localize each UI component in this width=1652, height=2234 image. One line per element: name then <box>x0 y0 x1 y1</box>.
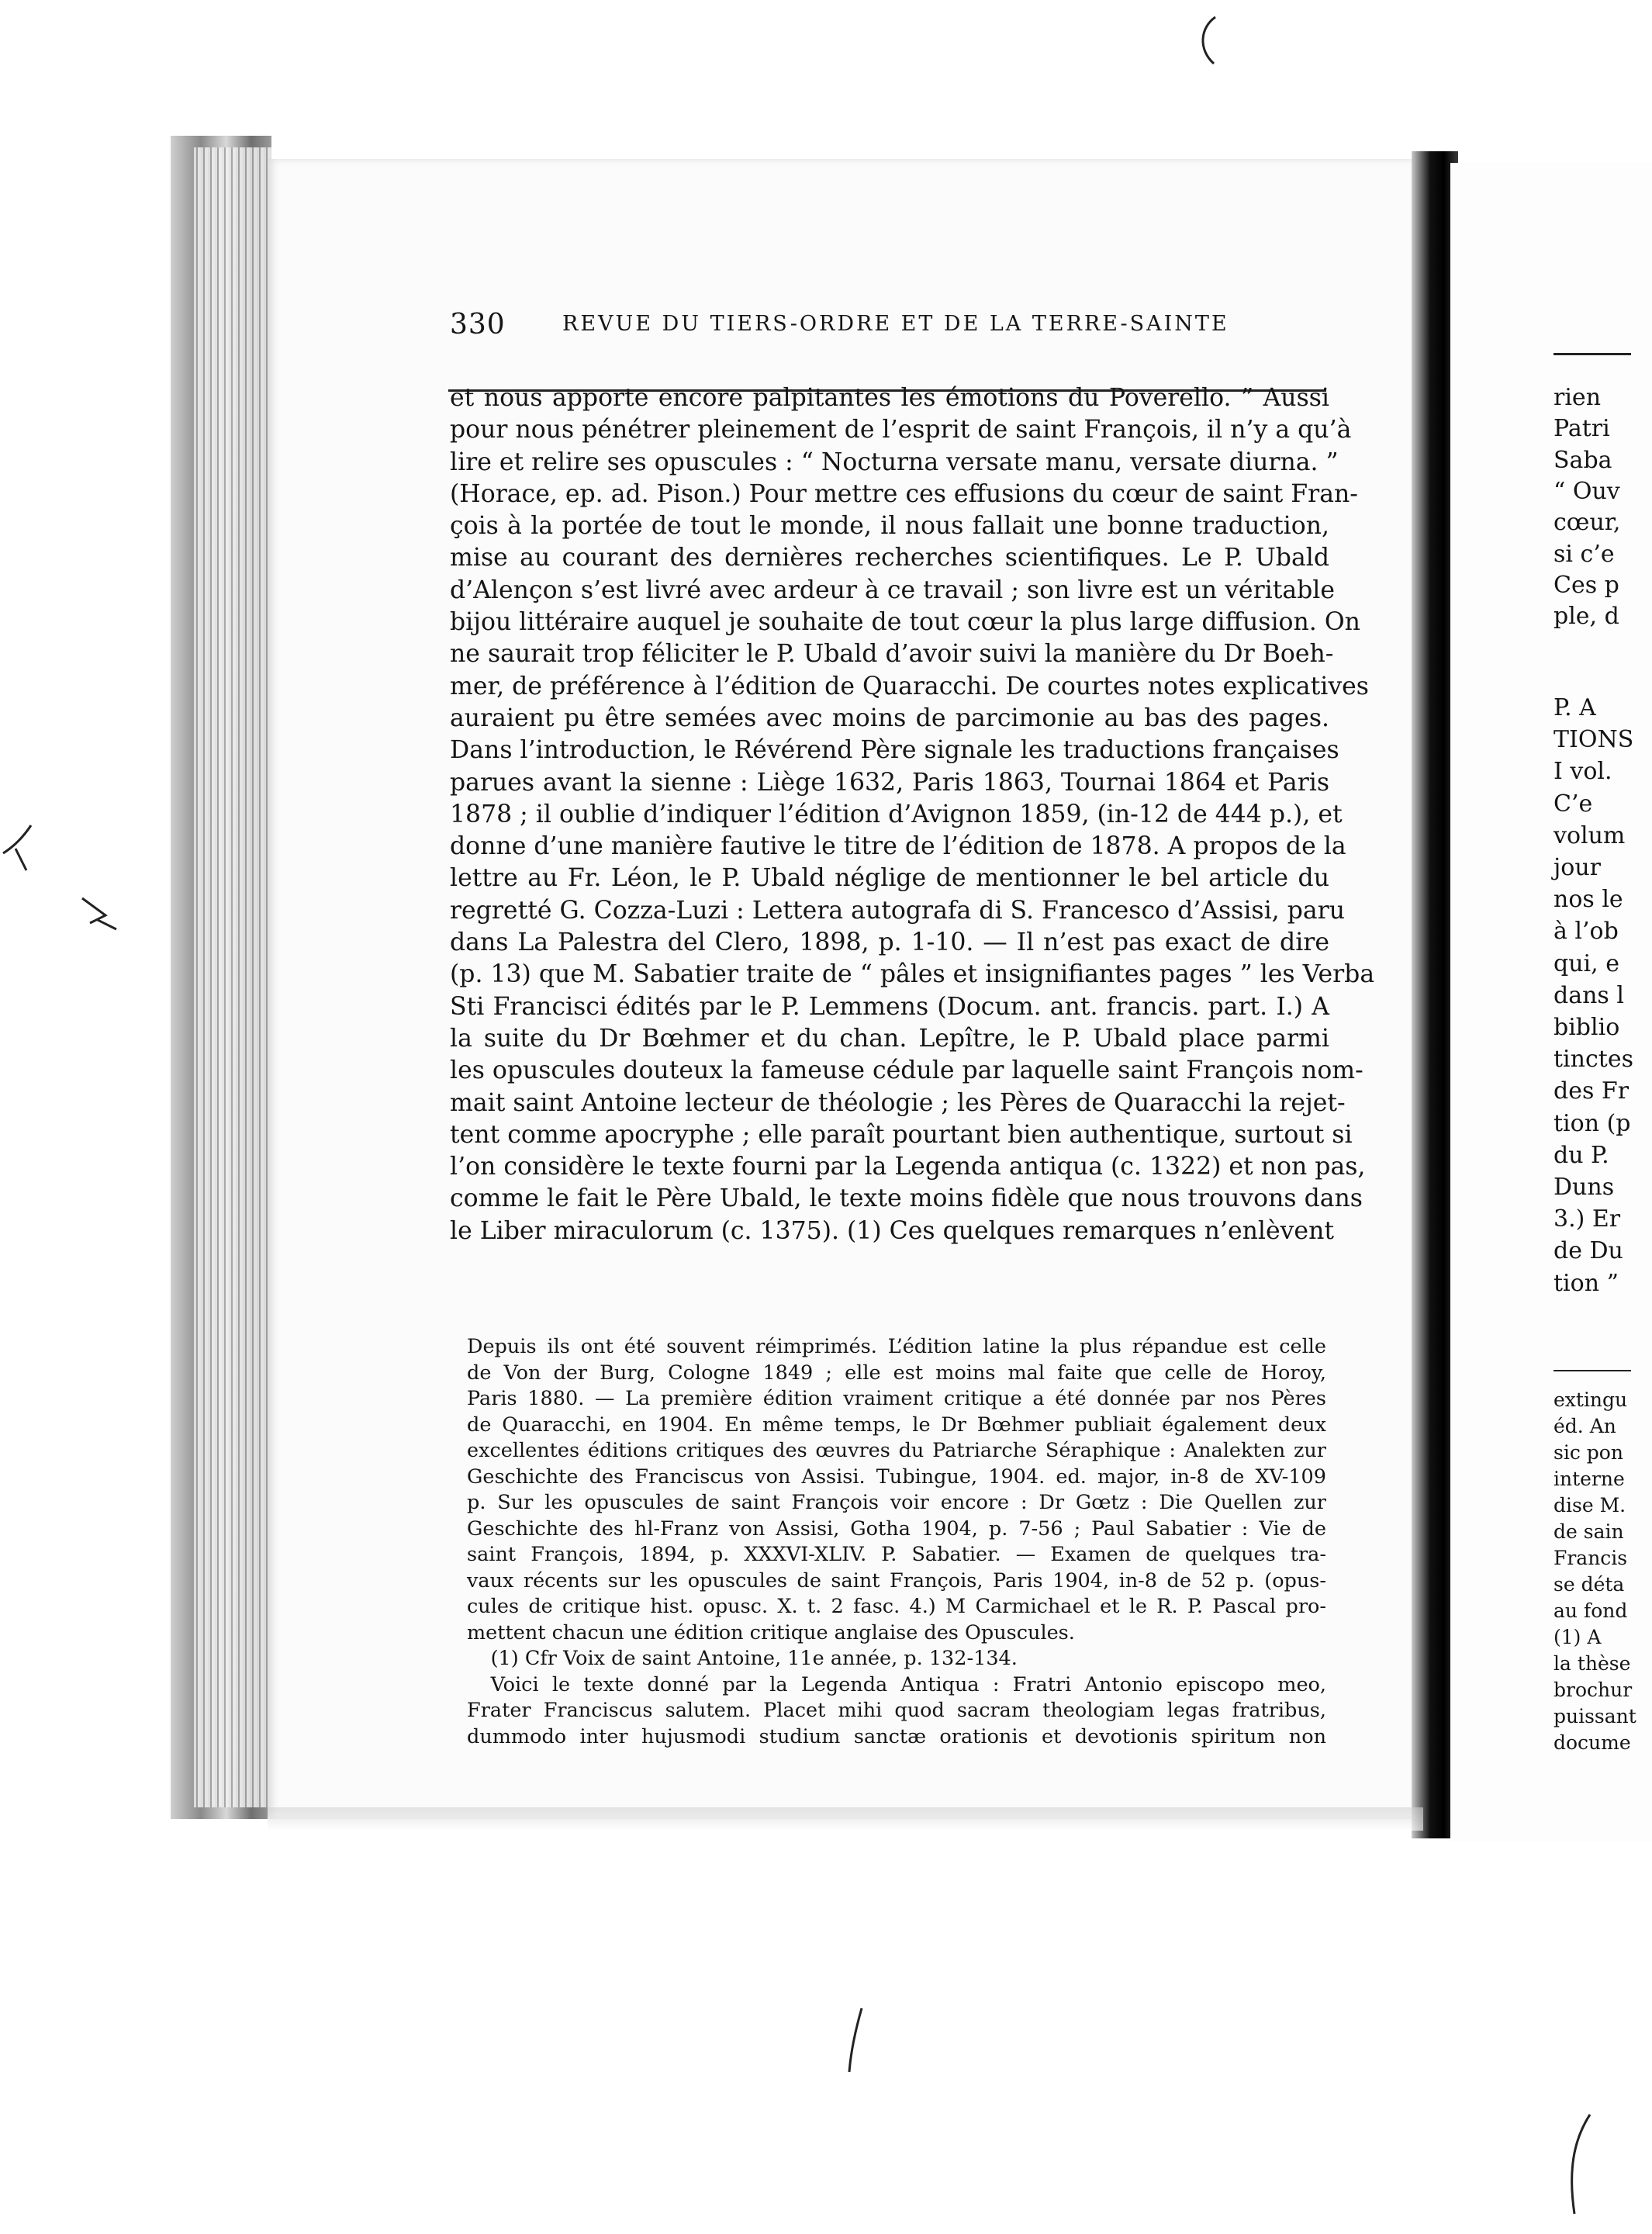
footnote-latin-line: Voici le texte donné par la Legenda Antiqua : Fratri Antonio episcopo meo, <box>490 1672 1326 1696</box>
body-line: çois à la portée de tout le monde, il nous fallait une bonne traduction, <box>450 512 1329 541</box>
page-header <box>450 309 1326 348</box>
right-page-note-fragment: docume <box>1554 1731 1631 1754</box>
footnote-line: vaux récents sur les opuscules de saint François, Paris 1904, in-8 de 52 p. (opus- <box>467 1568 1326 1593</box>
body-line: Sti Francisci édités par le P. Lemmens (Docum. ant. francis. part. I.) A <box>450 992 1329 1021</box>
footnote-line: excellentes éditions critiques des œuvres du Patriarche Séraphique : Analekten zur <box>467 1439 1326 1462</box>
body-line: regretté G. Cozza-Luzi : Lettera autografa di S. Francesco d’Assisi, paru <box>450 896 1345 925</box>
footnote-line: de Von der Burg, Cologne 1849 ; elle est moins mal faite que celle de Horoy, <box>467 1361 1326 1385</box>
body-line: auraient pu être semées avec moins de parcimonie au bas des pages. <box>450 704 1329 732</box>
footnote-line: p. Sur les opuscules de saint François voir encore : Dr Gœtz : Die Quellen zur <box>467 1491 1326 1514</box>
right-page-fragment: Saba <box>1554 446 1612 474</box>
right-page-note-fragment: éd. An <box>1554 1415 1616 1437</box>
body-line: pour nous pénétrer pleinement de l’esprit de saint François, il n’y a qu’à <box>450 416 1352 444</box>
right-page-note-fragment: (1) A <box>1554 1626 1602 1648</box>
footnotes <box>467 1334 1326 1750</box>
right-page-fragment: Ces p <box>1554 571 1619 599</box>
right-page-fragment: 3.) Er <box>1554 1205 1621 1233</box>
right-page-note-fragment: de sain <box>1554 1520 1624 1543</box>
pen-mark-bracket <box>1191 14 1222 68</box>
pen-mark-left-1 <box>0 822 47 877</box>
right-page-fragment: “ Ouv <box>1554 477 1620 505</box>
page-bottom-shadow <box>268 1807 1423 1831</box>
body-line: (p. 13) que M. Sabatier traite de “ pâles et insignifiantes pages ” les Verba <box>450 960 1375 989</box>
right-page-fragment: si c’e <box>1554 540 1615 568</box>
right-page-note-fragment: au fond <box>1554 1599 1628 1622</box>
body-line: lire et relire ses opuscules : “ Nocturna versate manu, versate diurna. ” <box>450 448 1339 476</box>
right-page-fragment: volum <box>1554 821 1626 849</box>
right-page-fragment: biblio <box>1554 1014 1620 1041</box>
right-page-fragment: du P. <box>1554 1141 1609 1169</box>
footnote-latin-line: Frater Franciscus salutem. Placet mihi quod sacram theologiam legas fratribus, <box>467 1699 1326 1722</box>
body-line: lettre au Fr. Léon, le P. Ubald néglige de mentionner le bel article du <box>450 864 1329 893</box>
footnote-line: Paris 1880. — La première édition vraiment critique a été donnée par nos Pères <box>467 1387 1326 1410</box>
right-page-note-fragment: puissant <box>1554 1705 1636 1727</box>
body-line: donne d’une manière fautive le titre de l’édition de 1878. A propos de la <box>450 832 1346 861</box>
body-line: ne saurait trop féliciter le P. Ubald d’avoir suivi la manière du Dr Boeh- <box>450 640 1334 669</box>
body-line: parues avant la sienne : Liège 1632, Paris 1863, Tournai 1864 et Paris <box>450 768 1329 797</box>
stacked-page-edges <box>194 147 271 1807</box>
body-line: Dans l’introduction, le Révérend Père signale les traductions françaises <box>450 736 1339 765</box>
right-page-note-fragment: se déta <box>1554 1573 1625 1596</box>
pen-mark-slash <box>842 2005 873 2075</box>
pen-mark-bottom-right <box>1559 2110 1598 2218</box>
right-page-footnote-rule <box>1554 1370 1631 1371</box>
footnote-continuation <box>467 1334 1326 1646</box>
footnote-latin-line: dummodo inter hujusmodi studium sanctæ orationis et devotionis spiritum non <box>467 1724 1326 1748</box>
right-page-note-fragment: extingu <box>1554 1388 1628 1411</box>
body-line: mise au courant des dernières recherches scientifiques. Le P. Ubald <box>450 544 1329 572</box>
footnote-latin-text <box>467 1672 1326 1751</box>
page-number: 330 <box>450 309 506 341</box>
body-line: dans La Palestra del Clero, 1898, p. 1-10. — Il n’est pas exact de dire <box>450 929 1329 957</box>
right-page-fragment: Duns <box>1554 1174 1615 1201</box>
main-body-text <box>450 382 1375 1247</box>
body-line: mer, de préférence à l’édition de Quaracchi. De courtes notes explicatives <box>450 672 1369 700</box>
body-line: comme le fait le Père Ubald, le texte moins fidèle que nous trouvons dans <box>450 1184 1363 1213</box>
right-page-note-fragment: interne <box>1554 1468 1625 1490</box>
right-page-fragment: de Du <box>1554 1237 1623 1265</box>
body-line: (Horace, ep. ad. Pison.) Pour mettre ces effusions du cœur de saint Fran- <box>450 479 1358 508</box>
right-page-fragment: C’e <box>1554 790 1593 818</box>
right-page-note-fragment: Francis <box>1554 1547 1628 1569</box>
running-head: REVUE DU TIERS-ORDRE ET DE LA TERRE-SAINTE <box>562 312 1229 336</box>
body-line: et nous apporte encore palpitantes les émotions du Poverello. ” Aussi <box>450 384 1329 412</box>
right-page-note-fragment: sic pon <box>1554 1441 1623 1464</box>
right-page-fragment: P. A <box>1554 694 1596 721</box>
right-page-fragment: cœur, <box>1554 509 1621 537</box>
right-page-fragment: tion (p <box>1554 1109 1631 1137</box>
footnote-1: (1) Cfr Voix de saint Antoine, 11e année, p. 132-134. <box>490 1647 1018 1670</box>
body-line: la suite du Dr Bœhmer et du chan. Lepître, le P. Ubald place parmi <box>450 1024 1329 1053</box>
right-page-note-fragment: dise M. <box>1554 1494 1626 1516</box>
right-page-fragment: rien <box>1554 384 1602 411</box>
right-page-fragment: jour <box>1554 854 1602 881</box>
body-line: les opuscules douteux la fameuse cédule par laquelle saint François nom- <box>450 1056 1363 1085</box>
footnote-line: saint François, 1894, p. XXXVI-XLIV. P. Sabatier. — Examen de quelques tra- <box>467 1543 1326 1566</box>
right-page-fragment: Patri <box>1554 415 1610 443</box>
body-line: le Liber miraculorum (c. 1375). (1) Ces quelques remarques n’enlèvent <box>450 1216 1335 1245</box>
footnote-line: Geschichte des hl-Franz von Assisi, Gotha 1904, p. 7-56 ; Paul Sabatier : Vie de <box>467 1516 1326 1541</box>
right-page-fragment: des Fr <box>1554 1077 1630 1105</box>
footnote-line: mettent chacun une édition critique anglaise des Opuscules. <box>467 1620 1075 1644</box>
footnote-line: Depuis ils ont été souvent réimprimés. L’édition latine la plus répandue est celle <box>467 1335 1326 1358</box>
body-line: bijou littéraire auquel je souhaite de tout cœur la plus large diffusion. On <box>450 608 1360 637</box>
right-page-header-rule <box>1554 353 1631 355</box>
right-page-note-fragment: brochur <box>1554 1679 1633 1701</box>
body-line: d’Alençon s’est livré avec ardeur à ce travail ; son livre est un véritable <box>450 576 1336 604</box>
right-page-fragment: tinctes <box>1554 1046 1633 1074</box>
right-page-fragment: dans l <box>1554 981 1624 1009</box>
right-page-fragment: I vol. <box>1554 758 1612 786</box>
right-page-fragment: qui, e <box>1554 949 1619 977</box>
right-page-fragment: à l’ob <box>1554 918 1619 946</box>
footnote-line: cules de critique hist. opusc. X. t. 2 fasc. 4.) M Carmichael et le R. P. Pascal pro- <box>467 1595 1326 1618</box>
body-line: mait saint Antoine lecteur de théologie ; les Pères de Quaracchi la rejet- <box>450 1088 1346 1117</box>
body-line: 1878 ; il oublie d’indiquer l’édition d’Avignon 1859, (in-12 de 444 p.), et <box>450 800 1343 828</box>
right-page-note-fragment: la thèse <box>1554 1652 1631 1675</box>
right-page-fragment: ple, d <box>1554 603 1619 631</box>
body-line: tent comme apocryphe ; elle paraît pourtant bien authentique, surtout si <box>450 1120 1353 1149</box>
right-page-fragment: tion ” <box>1554 1269 1619 1297</box>
pen-mark-left-2 <box>78 892 124 939</box>
right-page-fragment: nos le <box>1554 886 1623 914</box>
footnote-line: Geschichte des Franciscus von Assisi. Tubingue, 1904. ed. major, in-8 de XV-109 <box>467 1465 1326 1489</box>
footnote-line: de Quaracchi, en 1904. En même temps, le Dr Bœhmer publiait également deux <box>467 1413 1326 1437</box>
body-line: l’on considère le texte fourni par la Legenda antiqua (c. 1322) et non pas, <box>450 1153 1366 1181</box>
right-page-fragment: TIONS <box>1554 726 1634 754</box>
